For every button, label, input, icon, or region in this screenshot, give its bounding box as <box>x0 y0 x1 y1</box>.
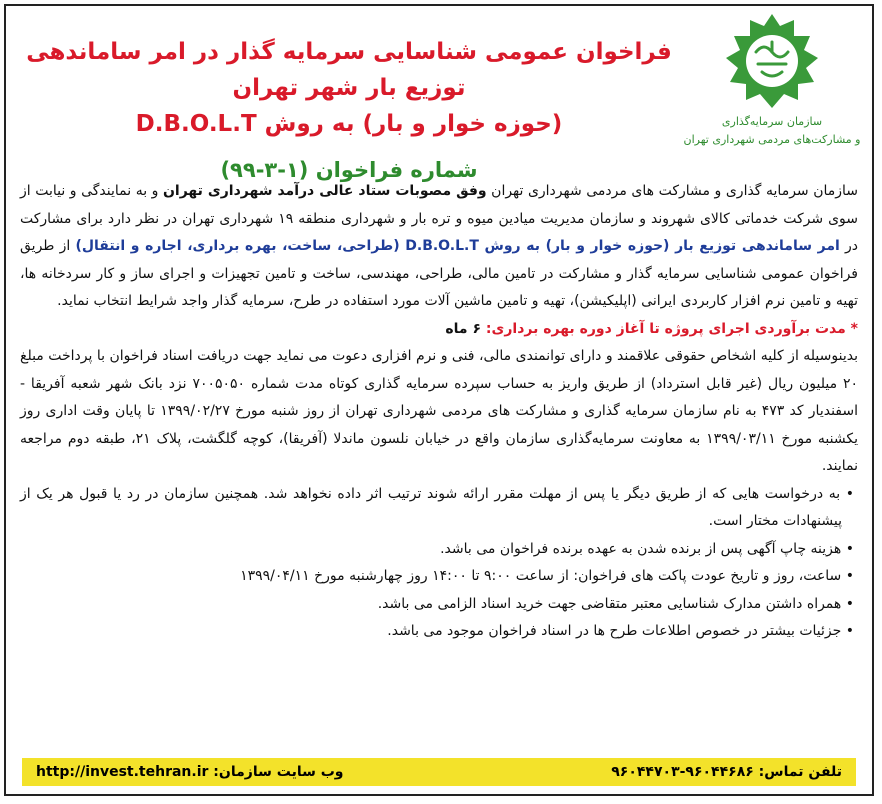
phone-label: تلفن تماس: <box>753 764 842 780</box>
phone-block <box>611 764 842 780</box>
intro-part-b: وفق مصوبات ستاد عالی درآمد شهرداری تهران <box>162 183 487 199</box>
bullet-item: • همراه داشتن مدارک شناسایی معتبر متقاضی جهت خرید اسناد الزامی می باشد. <box>377 595 854 612</box>
duration-line <box>20 316 858 344</box>
org-name-line2: و مشارکت‌های مردمی شهرداری تهران <box>683 133 861 146</box>
bullet-item: • جزئیات بیشتر در خصوص اطلاعات طرح ها در اسناد فراخوان موجود می باشد. <box>387 623 854 639</box>
instructions-paragraph: بدینوسیله از کلیه اشخاص حقوقی علاقمند و دارای توانمندی مالی، فنی و نرم افزاری دعوت می نماید جهت دریافت اسناد فراخوان با پرداخت مبلغ ۲۰ میلیون ریال (غیر قابل استرداد) از طریق واریز به حساب سپرده سرمایه گذاری کوتاه مدت شماره ۷۰۰۵۰۵۰ نزد بانک شهر شعبه آفریقا - اسفندیار کد ۴۷۳ به نام سازمان سرمایه گذاری و مشارکت های مردمی شهرداری تهران از روز شنبه مورخ ۱۳۹۹/۰۲/۲۷ تا پایان وقت اداری روز یکشنبه مورخ ۱۳۹۹/۰۳/۱۱ به معاونت سرمایه‌گذاری سازمان واقع در خیابان نلسون ماندلا (آفریقا)، کوچه گلگشت، پلاک ۲۱، طبقه دوم مراجعه نمایند. <box>20 348 859 474</box>
org-name-line1: سازمان سرمایه‌گذاری <box>721 115 823 128</box>
bullet-item: • به درخواست هایی که از طریق دیگر یا پس از مهلت مقرر ارائه شوند ترتیب اثر داده نخواهد شد. همچنین سازمان در رد یا قبول هر یک از پیشنهادات مختار است. <box>20 485 854 529</box>
intro-part-d: امر ساماندهی توزیع بار (حوزه خوار و بار) به روش D.B.O.L.T (طراحی، ساخت، بهره برداری، اجاره و انتقال) <box>75 238 840 254</box>
title-line2: (حوزه خوار و بار) به روش D.B.O.L.T <box>135 111 563 137</box>
duration-value: ۶ ماه <box>445 320 482 337</box>
contact-footer <box>22 758 856 786</box>
duration-label: * مدت برآوردی اجرای پروژه تا آغاز دوره بهره برداری: <box>481 320 858 337</box>
bullet-item: • هزینه چاپ آگهی پس از برنده شدن به عهده برنده فراخوان می باشد. <box>440 540 854 557</box>
title-line1: فراخوان عمومی شناسایی سرمایه گذار در امر ساماندهی توزیع بار شهر تهران <box>26 39 672 101</box>
bullet-item: • ساعت، روز و تاریخ عودت پاکت های فراخوان: از ساعت ۹:۰۰ تا ۱۴:۰۰ روز چهارشنبه مورخ ۱۳۹۹/۰۴/۱۱ <box>240 568 854 584</box>
intro-part-c: و به نمایندگی و نیابت از سوی شرکت خدماتی کالای شهروند و سازمان مدیریت میادین میوه و تره بار و شهرداری منطقه ۱۹ شهرداری تهران در نظر دارد برای مشارکت در <box>20 183 858 254</box>
header <box>6 6 872 182</box>
website-label: وب سایت سازمان: <box>208 764 344 780</box>
intro-paragraph <box>20 178 858 316</box>
tehran-municipality-logo-icon <box>724 12 820 112</box>
website-link[interactable]: http://invest.tehran.ir <box>36 764 209 780</box>
announcement-body <box>20 178 858 646</box>
announcement-frame <box>4 4 874 796</box>
org-logo-block <box>682 12 862 172</box>
title-block <box>26 34 672 188</box>
intro-part-e: از طریق فراخوان عمومی شناسایی سرمایه گذار و مشارکت در تامین مالی، طراحی، مهندسی، ساخت و تامین تجهیزات و اجرای ساز و کار سردخانه ها، تهیه و تامین نرم افزار کاربردی ایرانی (اپلیکیشن)، تهیه و تامین ماشین آلات مورد استفاده در طرح، سرمایه گذار واجد شرایط انتخاب نماید. <box>20 238 858 309</box>
phone-value: ۹۶۰۴۴۶۸۶-۹۶۰۴۴۷۰۳ <box>611 764 754 780</box>
website-block <box>36 764 344 780</box>
intro-part-a: سازمان سرمایه گذاری و مشارکت های مردمی شهرداری تهران <box>486 183 858 199</box>
call-number: شماره فراخوان (۱-۳-۹۹) <box>220 158 478 182</box>
